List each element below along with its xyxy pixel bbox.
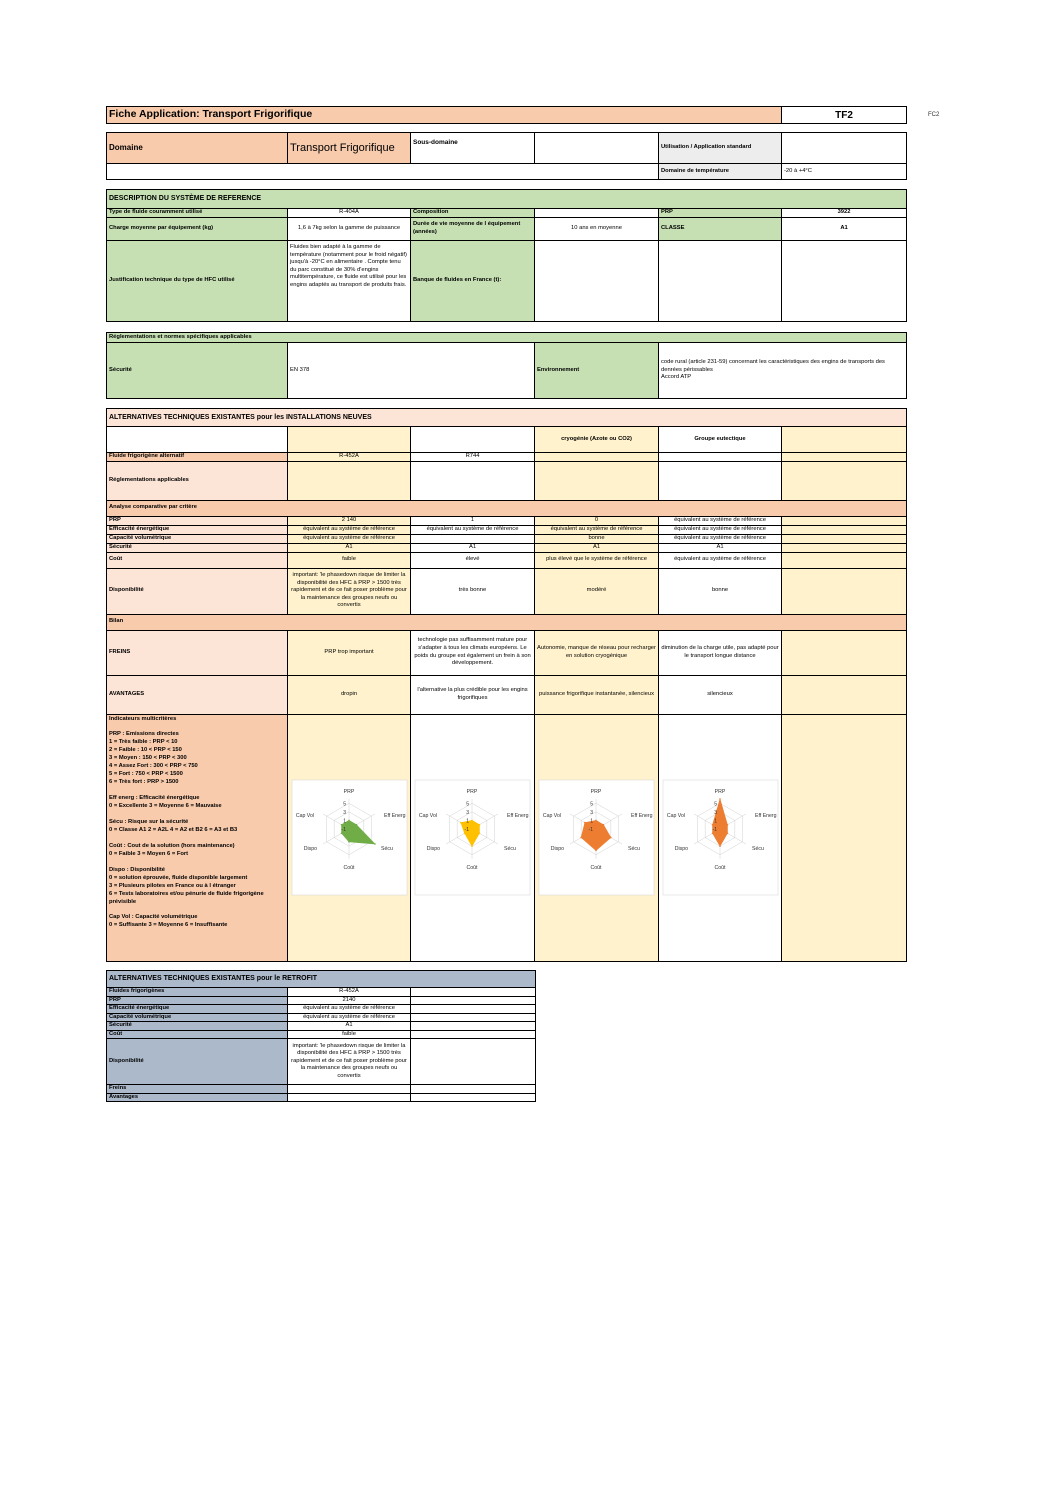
criterion-value: équivalent au système de référence [411, 525, 535, 534]
indicator-line: 0 = Faible 3 = Moyen 6 = Fort [109, 851, 189, 858]
regs-securite-value: EN 378 [288, 343, 535, 399]
radar-chart-4 [662, 779, 779, 896]
radar-axis-label: PRP [714, 789, 725, 796]
radar-axis-label: Dispo [674, 846, 688, 853]
fluid-value: R-404A [288, 209, 411, 218]
criterion-label: Coût [107, 552, 288, 568]
domaine-label: Domaine [107, 133, 288, 164]
retrofit-label: Capacité volumétrique [107, 1013, 288, 1022]
retrofit-row [107, 1030, 536, 1039]
indicator-line [109, 811, 285, 819]
retrofit-value: A1 [288, 1022, 411, 1031]
sous-domaine-label: Sous-domaine [411, 133, 535, 164]
indicators-lines [109, 723, 285, 930]
avantages-label: AVANTAGES [107, 675, 288, 714]
retrofit-label: Disponibilité [107, 1039, 288, 1085]
retrofit-label: Efficacité énergétique [107, 1005, 288, 1014]
retrofit-value [288, 1085, 411, 1094]
retrofit-row [107, 988, 536, 997]
indicator-line [109, 723, 285, 731]
analyse-label: Analyse comparative par critère [107, 500, 907, 516]
freins-value [782, 630, 907, 675]
retrofit-extra [411, 988, 536, 997]
retrofit-extra [411, 1022, 536, 1031]
radar-cell-empty [782, 714, 907, 961]
fluide-alt-label: Fluide frigorigène alternatif [107, 453, 288, 462]
indicator-line: Cap Vol : Capacité volumétrique [109, 914, 198, 921]
criterion-value: 2 140 [288, 516, 411, 525]
duree-label: Durée de vie moyenne de l équipement (années) [411, 218, 535, 241]
radar-chart-2 [414, 779, 531, 896]
retrofit-row [107, 996, 536, 1005]
bilan-label: Bilan [107, 614, 907, 630]
avantages-value: dropin [288, 675, 411, 714]
radar-axis-label: Coût [466, 865, 478, 872]
indicator-line: 6 = Tests laboratoires et/ou pénurie de fluide frigorigène prévisible [109, 891, 264, 905]
criterion-value: équivalent au système de référence [659, 552, 782, 568]
header-empty [107, 164, 659, 180]
radar-axis-label: Cap Vol [542, 813, 561, 820]
criterion-value: A1 [659, 543, 782, 552]
radar-point [471, 845, 473, 847]
regs-env-label: Environnement [535, 343, 659, 399]
alternatives-block [106, 408, 906, 962]
indicator-line: 0 = Excellente 3 = Moyenne 6 = Mauvaise [109, 803, 222, 810]
fluide-alt-value [535, 453, 659, 462]
criterion-value: modéré [535, 568, 659, 614]
banque-label: Banque de fluides en France (t): [411, 241, 535, 322]
radar-point [719, 798, 721, 800]
radar-point [348, 841, 350, 843]
composition-value [535, 209, 659, 218]
retrofit-extra [411, 1039, 536, 1085]
justif-value: Fluides bien adapté à la gamme de température (notamment pour le froid négatif) jusqu'à -20°C en alimentaire . Compte tenu du parc constitué de 30% d'engins multitempérature, ce fluide est utilisé pour les engins adaptés au transport de produits frais. [288, 241, 411, 322]
radar-axis-label: Sécu [504, 846, 516, 853]
criterion-value: A1 [288, 543, 411, 552]
retrofit-row [107, 1093, 536, 1102]
radar-axis-label: PRP [343, 789, 354, 796]
radar-axis-label: Dispo [303, 846, 317, 853]
indicator-line: Sécu : Risque sur la sécurité [109, 819, 189, 826]
page-title: Fiche Application: Transport Frigorifique [107, 107, 782, 124]
alt-col-header [288, 427, 411, 453]
indicator-line: 4 = Assez Fort : 300 < PRP < 750 [109, 763, 198, 770]
temperature-value: -20 à +4°C [782, 164, 907, 180]
regs-title: Réglementations et normes spécifiques applicables [107, 333, 907, 343]
fluide-alt-value [782, 453, 907, 462]
prp-value: 3922 [782, 209, 907, 218]
radar-cell [535, 714, 659, 961]
reglementation-cell [535, 461, 659, 500]
regs-env-line2: Accord ATP [661, 374, 692, 381]
criterion-value [782, 516, 907, 525]
criterion-value: 1 [411, 516, 535, 525]
radar-tick-label: -1 [341, 827, 346, 834]
indicator-line: Dispo : Disponibilité [109, 867, 166, 874]
retrofit-value: R-452A [288, 988, 411, 997]
radar-tick-label: 5 [466, 801, 469, 808]
radar-point [340, 824, 342, 826]
regs-env-value [659, 343, 907, 399]
radar-tick-label: 1 [713, 818, 717, 825]
radar-point [479, 833, 481, 835]
fluid-label: Type de fluide couramment utilisé [107, 209, 288, 218]
reference-empty-2 [782, 241, 907, 322]
alt-header-empty [107, 427, 288, 453]
radar-point [471, 820, 473, 822]
sous-domaine-value [535, 133, 659, 164]
radar-tick-label: 3 [713, 809, 717, 816]
radar-cell [288, 714, 411, 961]
avantages-value [782, 675, 907, 714]
criterion-value [782, 552, 907, 568]
fluide-alt-value: R744 [411, 453, 535, 462]
retrofit-row [107, 1085, 536, 1094]
prp-label: PRP [659, 209, 782, 218]
reference-block [106, 189, 906, 322]
indicators-title: Indicateurs multicritères [109, 715, 177, 722]
criterion-value: important: 'le phasedown risque de limiter la disponibilité des HFC à PRP > 1500 très rapidement et de ce fait poser problème pour la maintenance des groupes neufs ou convertis [288, 568, 411, 614]
criterion-value: faible [288, 552, 411, 568]
domaine-value: Transport Frigorifique [288, 133, 411, 164]
freins-value: diminution de la charge utile, pas adapté pour le transport longue distance [659, 630, 782, 675]
justif-label: Justification technique du type de HFC utilisé [107, 241, 288, 322]
retrofit-row [107, 1005, 536, 1014]
indicator-line: 0 = Classe A1 2 = A2L 4 = A2 et B2 6 = A3 et B3 [109, 827, 238, 834]
alternatives-title: ALTERNATIVES TECHNIQUES EXISTANTES pour les INSTALLATIONS NEUVES [107, 409, 907, 427]
radar-point [595, 820, 597, 822]
criterion-value [411, 534, 535, 543]
radar-point [603, 824, 605, 826]
radar-tick-label: 1 [342, 818, 346, 825]
indicator-line: PRP : Emissions directes [109, 731, 179, 738]
reglementation-cell [411, 461, 535, 500]
retrofit-block [106, 970, 535, 1102]
radar-tick-label: 3 [342, 809, 346, 816]
indicator-line: 5 = Fort : 750 < PRP < 1500 [109, 771, 183, 778]
retrofit-label: PRP [107, 996, 288, 1005]
retrofit-extra [411, 1093, 536, 1102]
radar-tick-label: 1 [590, 818, 593, 825]
reglementation-cell [659, 461, 782, 500]
radar-axis-label: Sécu [751, 846, 764, 853]
criterion-value: bonne [535, 534, 659, 543]
radar-tick-label: 3 [466, 809, 469, 816]
retrofit-label: Sécurité [107, 1022, 288, 1031]
radar-cell [411, 714, 535, 961]
reference-empty-1 [659, 241, 782, 322]
criterion-value [782, 534, 907, 543]
duree-value: 10 ans en moyenne [535, 218, 659, 241]
criterion-value: A1 [535, 543, 659, 552]
radar-chart-1 [291, 779, 408, 896]
radar-axis-label: Cap Vol [418, 813, 437, 820]
banque-value [535, 241, 659, 322]
indicator-line: 0 = Suffisante 3 = Moyenne 6 = Insuffisante [109, 922, 228, 929]
criterion-label: Disponibilité [107, 568, 288, 614]
avantages-value: puissance frigorifique instantanée, silencieux [535, 675, 659, 714]
retrofit-value: 2140 [288, 996, 411, 1005]
freins-value: Autonomie, manque de réseau pour recharger en solution cryogénique [535, 630, 659, 675]
criterion-value [782, 525, 907, 534]
radar-axis-label: Eff Energ [631, 813, 653, 820]
alt-col-header: cryogénie (Azote ou CO2) [535, 427, 659, 453]
reglementations-label: Réglementations applicables [107, 461, 288, 500]
radar-axis-label: Sécu [628, 846, 640, 853]
criterion-value: bonne [659, 568, 782, 614]
radar-axis-label: Cap Vol [666, 813, 685, 820]
radar-axis-label: Dispo [550, 846, 564, 853]
freins-value: technologie pas suffisamment mature pour s'adapter à tous les climats européens. Le poids du groupe est également un frein à son développement. [411, 630, 535, 675]
utilisation-label: Utilisation / Application standard [659, 133, 782, 164]
indicators-legend [107, 714, 288, 961]
indicator-line [109, 859, 285, 867]
radar-point [711, 824, 713, 826]
criterion-value: équivalent au système de référence [659, 525, 782, 534]
fluide-alt-value: R-452A [288, 453, 411, 462]
retrofit-extra [411, 1013, 536, 1022]
radar-chart-3 [538, 779, 655, 896]
radar-axis-label: Eff Energ [507, 813, 529, 820]
radar-axis-label: Sécu [380, 846, 393, 853]
radar-point [348, 820, 350, 822]
indicator-line [109, 906, 285, 914]
header-block [106, 106, 906, 180]
regs-securite-label: Sécurité [107, 343, 288, 399]
radar-axis-label: Coût [590, 865, 602, 872]
alt-col-header: Groupe eutectique [659, 427, 782, 453]
indicator-line: Eff energ : Efficacité énergétique [109, 795, 200, 802]
charge-value: 1,6 à 7kg selon la gamme de puissance [288, 218, 411, 241]
regs-block [106, 332, 906, 399]
radar-point [479, 824, 481, 826]
freins-value: PRP trop important [288, 630, 411, 675]
indicator-line [109, 787, 285, 795]
retrofit-extra [411, 1030, 536, 1039]
alt-col-header [782, 427, 907, 453]
indicator-line: 2 = Faible : 10 < PRP < 150 [109, 747, 182, 754]
reglementation-cell [782, 461, 907, 500]
radar-tick-label: -1 [588, 827, 593, 834]
criterion-value: 0 [535, 516, 659, 525]
classe-value: A1 [782, 218, 907, 241]
indicator-line: 3 = Plusieurs pilotes en France ou à l étranger [109, 883, 236, 890]
retrofit-extra [411, 1005, 536, 1014]
radar-axis-label: PRP [466, 789, 478, 796]
criterion-value: très bonne [411, 568, 535, 614]
radar-point [610, 837, 612, 839]
retrofit-row [107, 1013, 536, 1022]
alt-col-header [411, 427, 535, 453]
radar-cell [659, 714, 782, 961]
radar-tick-label: -1 [464, 827, 469, 834]
criterion-value: plus élevé que le système de référence [535, 552, 659, 568]
retrofit-row [107, 1022, 536, 1031]
criterion-value: équivalent au système de référence [659, 534, 782, 543]
indicator-line: Coût : Cout de la solution (hors maintenance) [109, 843, 235, 850]
utilisation-value [782, 133, 907, 164]
criterion-value: équivalent au système de référence [288, 525, 411, 534]
criterion-label: Sécurité [107, 543, 288, 552]
reference-title: DESCRIPTION DU SYSTÈME DE REFERENCE [107, 190, 907, 209]
indicator-line: 1 = Très faible : PRP < 10 [109, 739, 178, 746]
indicator-line [109, 835, 285, 843]
retrofit-value: équivalent au système de référence [288, 1005, 411, 1014]
radar-axis-label: Dispo [426, 846, 440, 853]
radar-tick-label: -1 [712, 827, 717, 834]
retrofit-extra [411, 1085, 536, 1094]
radar-axis-label: Coût [714, 865, 725, 872]
radar-axis-label: Eff Energ [383, 813, 406, 820]
indicator-line: 3 = Moyen : 150 < PRP < 300 [109, 755, 187, 762]
indicator-line: 0 = solution éprouvée, fluide disponible largement [109, 875, 248, 882]
page-code: FC2 [928, 112, 940, 118]
radar-axis-label: Coût [343, 865, 354, 872]
indicator-line: 6 = Très fort : PRP > 1500 [109, 779, 179, 786]
retrofit-extra [411, 996, 536, 1005]
radar-point [726, 824, 728, 826]
temperature-label: Domaine de température [659, 164, 782, 180]
retrofit-label: Freins [107, 1085, 288, 1094]
avantages-value: silencieux [659, 675, 782, 714]
radar-point [580, 837, 582, 839]
radar-point [355, 824, 357, 826]
radar-axis-label: Cap Vol [295, 813, 314, 820]
criterion-label: PRP [107, 516, 288, 525]
criterion-value: équivalent au système de référence [659, 516, 782, 525]
criterion-value [782, 568, 907, 614]
radar-point [726, 833, 728, 835]
retrofit-value [288, 1093, 411, 1102]
retrofit-label: Avantages [107, 1093, 288, 1102]
fluide-alt-value [659, 453, 782, 462]
criterion-value: équivalent au système de référence [535, 525, 659, 534]
freins-label: FREINS [107, 630, 288, 675]
retrofit-label: Coût [107, 1030, 288, 1039]
retrofit-value: équivalent au système de référence [288, 1013, 411, 1022]
radar-tick-label: 5 [713, 801, 717, 808]
radar-point [595, 850, 597, 852]
criterion-value: A1 [411, 543, 535, 552]
radar-axis-label: PRP [590, 789, 602, 796]
criterion-label: Efficacité énergétique [107, 525, 288, 534]
doc-code: TF2 [782, 107, 907, 124]
retrofit-row [107, 1039, 536, 1085]
radar-axis-label: Eff Energ [754, 813, 777, 820]
radar-tick-label: 1 [466, 818, 469, 825]
criterion-value: équivalent au système de référence [288, 534, 411, 543]
criterion-value: élevé [411, 552, 535, 568]
retrofit-title: ALTERNATIVES TECHNIQUES EXISTANTES pour le RETROFIT [107, 971, 536, 988]
classe-label: CLASSE [659, 218, 782, 241]
retrofit-value: important: 'le phasedown risque de limiter la disponibilité des HFC à PRP > 1500 très rapidement et de ce fait poser problème pour la maintenance des groupes neufs ou convertis [288, 1039, 411, 1085]
composition-label: Composition [411, 209, 535, 218]
radar-point [460, 822, 462, 824]
retrofit-label: Fluides frigorigènes [107, 988, 288, 997]
avantages-value: l'alternative la plus crédible pour les engins frigorifiques [411, 675, 535, 714]
radar-point [584, 822, 586, 824]
retrofit-value: faible [288, 1030, 411, 1039]
radar-tick-label: 5 [342, 801, 346, 808]
radar-point [374, 843, 376, 845]
radar-tick-label: 3 [590, 809, 593, 816]
radar-tick-label: 5 [590, 801, 593, 808]
radar-point [719, 845, 721, 847]
regs-env-line1: code rural (article 231-59) concernant les caractéristiques des engins de transports des denrées périssables [661, 359, 885, 373]
criterion-label: Capacité volumétrique [107, 534, 288, 543]
criterion-value [782, 543, 907, 552]
charge-label: Charge moyenne par équipement (kg) [107, 218, 288, 241]
reglementation-cell [288, 461, 411, 500]
